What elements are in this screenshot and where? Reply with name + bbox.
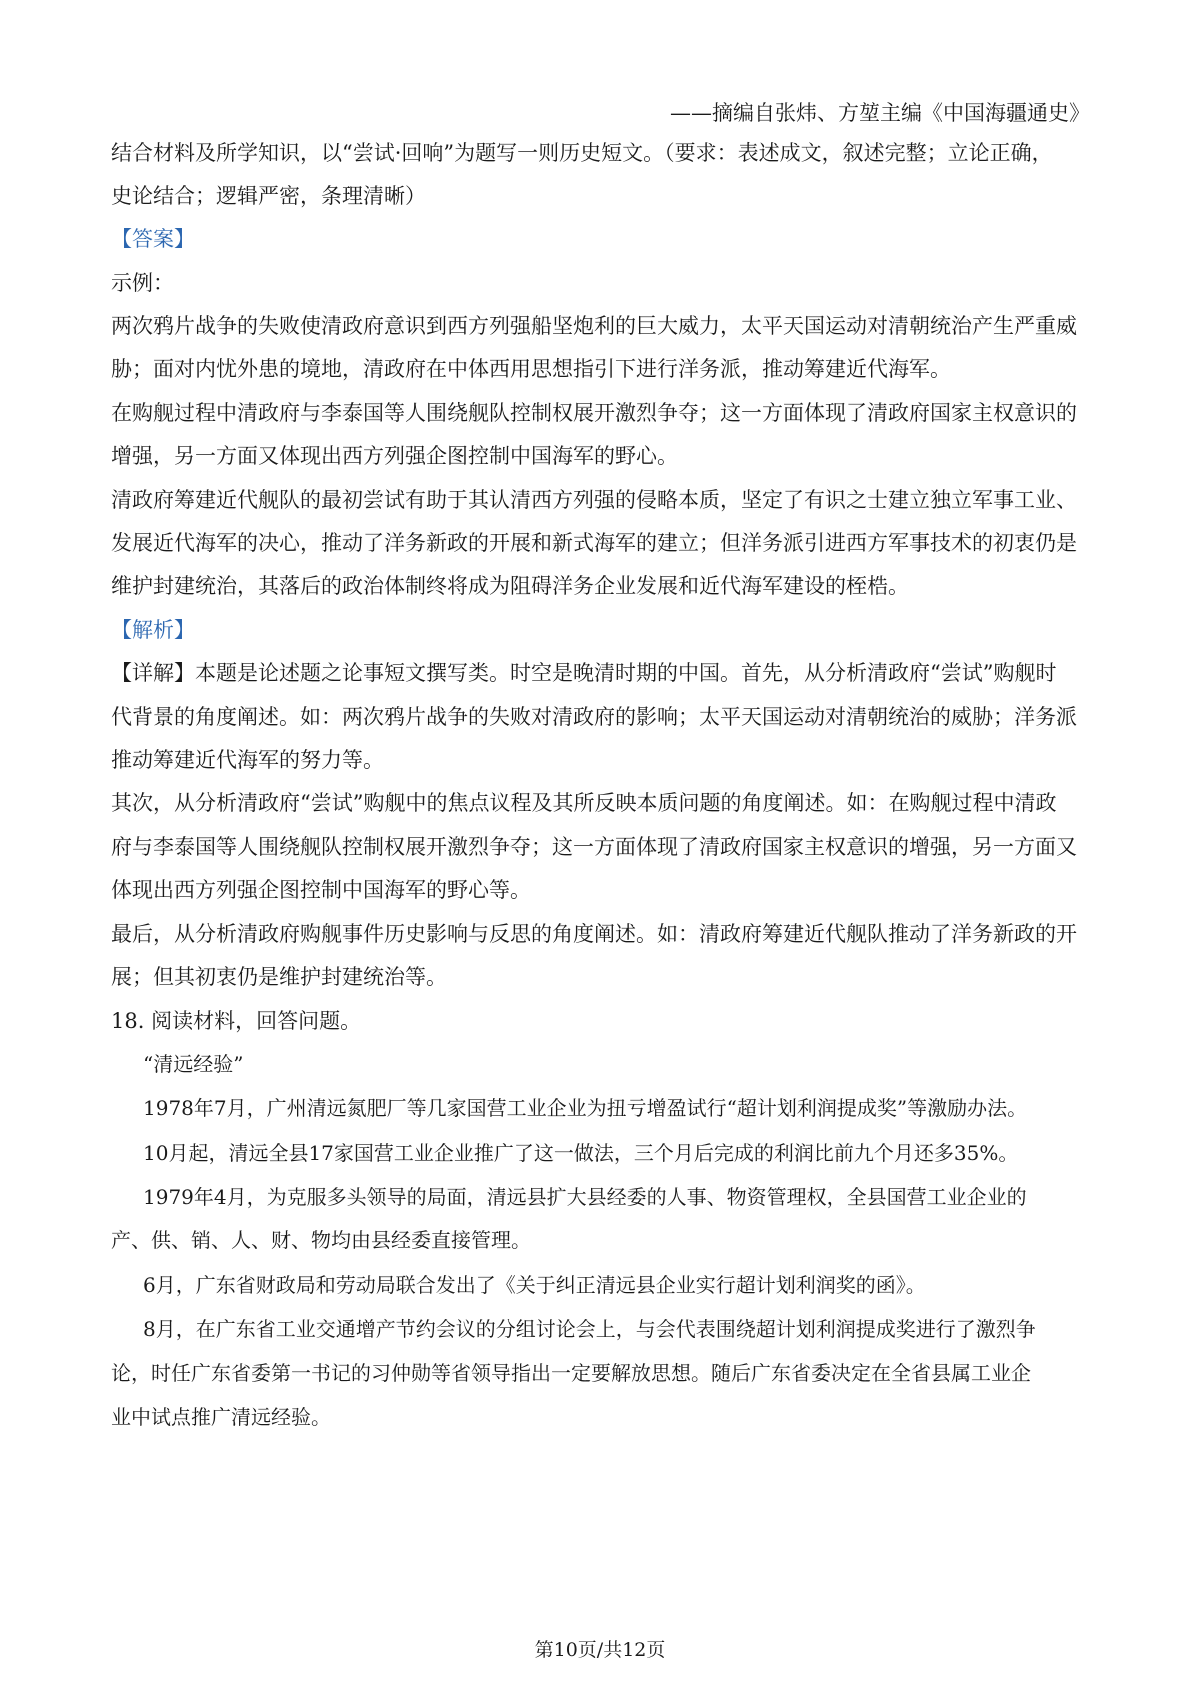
answer-line: 发展近代海军的决心，推动了洋务新政的开展和新式海军的建立；但洋务派引进西方军事技术的初衷仍是	[111, 531, 1077, 555]
answer-line: 在购舰过程中清政府与李泰国等人围绕舰队控制权展开激烈争夺；这一方面体现了清政府国家主权意识的	[111, 401, 1077, 425]
analysis-label: 【解析】	[111, 618, 195, 642]
material-line: 10月起，清远全县17家国营工业企业推广了这一做法，三个月后完成的利润比前九个月还多35%。	[143, 1141, 1019, 1165]
task-line-2: 史论结合；逻辑严密，条理清晰）	[111, 184, 426, 208]
question-18: 18. 阅读材料，回答问题。	[111, 1009, 362, 1033]
analysis-line: 展；但其初衷仍是维护封建统治等。	[111, 965, 447, 989]
material-line: 6月，广东省财政局和劳动局联合发出了《关于纠正清远县企业实行超计划利润奖的函》。	[143, 1273, 926, 1297]
analysis-line: 府与李泰国等人围绕舰队控制权展开激烈争夺；这一方面体现了清政府国家主权意识的增强，另一方面又	[111, 835, 1077, 859]
material-line: 产、供、销、人、财、物均由县经委直接管理。	[111, 1228, 531, 1252]
source-citation: ——摘编自张炜、方堃主编《中国海疆通史》	[670, 101, 1090, 125]
answer-line: 增强，另一方面又体现出西方列强企图控制中国海军的野心。	[111, 444, 678, 468]
page-number: 第10页/共12页	[534, 1639, 666, 1661]
task-line-1: 结合材料及所学知识，以“尝试·回响”为题写一则历史短文。（要求：表述成文，叙述完整；立论正确，	[111, 141, 1053, 165]
answer-line: 胁；面对内忧外患的境地，清政府在中体西用思想指引下进行洋务派，推动筹建近代海军。	[111, 357, 951, 381]
analysis-line: 其次，从分析清政府“尝试”购舰中的焦点议程及其所反映本质问题的角度阐述。如：在购舰过程中清政	[111, 791, 1057, 815]
analysis-line: 【详解】本题是论述题之论事短文撰写类。时空是晚清时期的中国。首先，从分析清政府“尝试”购舰时	[111, 661, 1057, 685]
answer-line: 两次鸦片战争的失败使清政府意识到西方列强船坚炮利的巨大威力，太平天国运动对清朝统治产生严重威	[111, 314, 1077, 338]
analysis-line: 最后，从分析清政府购舰事件历史影响与反思的角度阐述。如：清政府筹建近代舰队推动了洋务新政的开	[111, 922, 1077, 946]
example-label: 示例：	[111, 271, 174, 295]
analysis-line: 代背景的角度阐述。如：两次鸦片战争的失败对清政府的影响；太平天国运动对清朝统治的威胁；洋务派	[111, 705, 1077, 729]
analysis-line: 体现出西方列强企图控制中国海军的野心等。	[111, 878, 531, 902]
material-line: 论，时任广东省委第一书记的习仲勋等省领导指出一定要解放思想。随后广东省委决定在全省县属工业企	[111, 1361, 1031, 1385]
answer-line: 清政府筹建近代舰队的最初尝试有助于其认清西方列强的侵略本质，坚定了有识之士建立独立军事工业、	[111, 488, 1077, 512]
material-line: 1979年4月，为克服多头领导的局面，清远县扩大县经委的人事、物资管理权，全县国营工业企业的	[143, 1185, 1027, 1209]
material-line: 8月，在广东省工业交通增产节约会议的分组讨论会上，与会代表围绕超计划利润提成奖进行了激烈争	[143, 1317, 1036, 1341]
analysis-line: 推动筹建近代海军的努力等。	[111, 748, 384, 772]
answer-line: 维护封建统治，其落后的政治体制终将成为阻碍洋务企业发展和近代海军建设的桎梏。	[111, 574, 909, 598]
material-line: 业中试点推广清远经验。	[111, 1405, 331, 1429]
material-line: 1978年7月，广州清远氮肥厂等几家国营工业企业为扭亏增盈试行“超计划利润提成奖”等激励办法。	[143, 1096, 1028, 1120]
material-title: “清远经验”	[143, 1052, 244, 1076]
answer-label: 【答案】	[111, 227, 195, 251]
